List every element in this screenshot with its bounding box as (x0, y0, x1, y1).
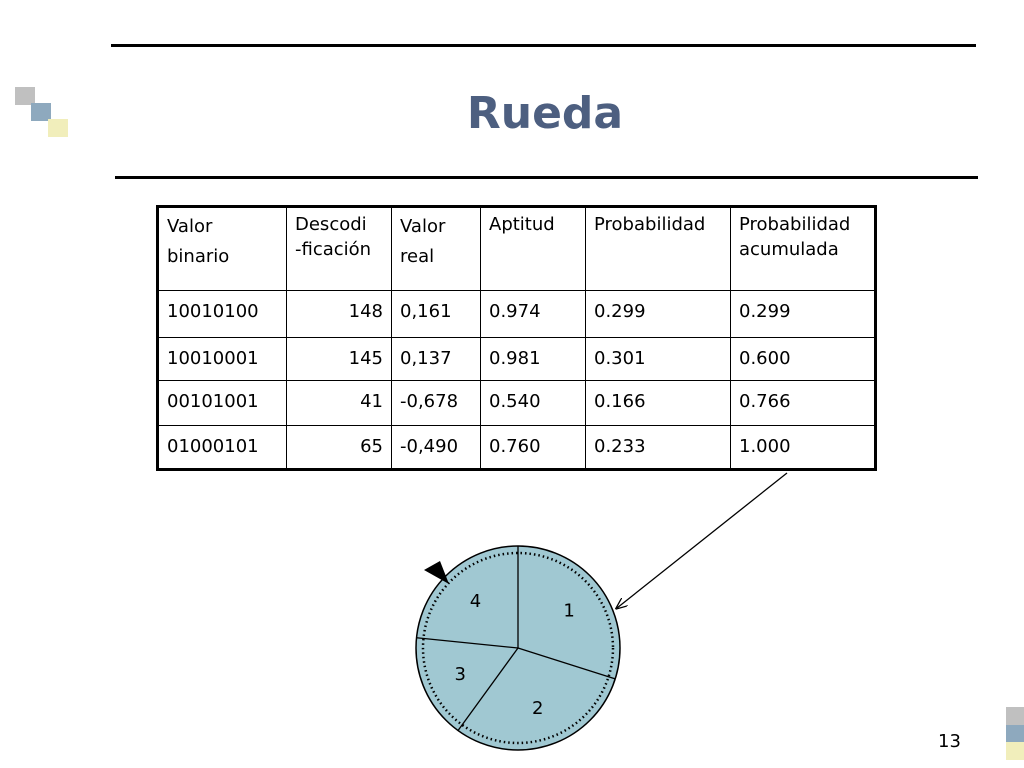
cell-binary: 10010100 (158, 291, 287, 338)
wheel-segment-label: 1 (563, 600, 575, 622)
cell-probability: 0.233 (586, 426, 731, 470)
cell-fitness: 0.981 (481, 338, 586, 381)
cell-binary: 10010001 (158, 338, 287, 381)
cell-real: 0,161 (392, 291, 481, 338)
cell-binary: 01000101 (158, 426, 287, 470)
wheel-segment-label: 4 (469, 591, 482, 613)
selector-pointer-icon (424, 561, 449, 584)
cell-cumulative: 0.766 (731, 381, 876, 426)
header-line: Valor (400, 216, 446, 237)
cell-real: 0,137 (392, 338, 481, 381)
cell-decoded: 148 (287, 291, 392, 338)
header-line: Probabilidad (594, 214, 706, 235)
cell-binary: 00101001 (158, 381, 287, 426)
header-line: real (400, 246, 435, 267)
header-line: -ficación (295, 239, 372, 260)
cell-fitness: 0.760 (481, 426, 586, 470)
header-line: Aptitud (489, 214, 555, 235)
cell-probability: 0.299 (586, 291, 731, 338)
page-number: 13 (938, 731, 961, 752)
wheel-segment-label: 2 (532, 698, 544, 720)
slide-title: Rueda (466, 88, 624, 139)
cell-cumulative: 0.299 (731, 291, 876, 338)
cell-real: -0,490 (392, 426, 481, 470)
header-line: acumulada (739, 239, 839, 260)
wheel-segment-label: 3 (454, 663, 467, 685)
pointer-arrow (617, 473, 787, 608)
cell-cumulative: 0.600 (731, 338, 876, 381)
cell-fitness: 0.974 (481, 291, 586, 338)
cell-cumulative: 1.000 (731, 426, 876, 470)
header-line: Descodi (295, 214, 367, 235)
cell-fitness: 0.540 (481, 381, 586, 426)
cell-decoded: 41 (287, 381, 392, 426)
cell-decoded: 145 (287, 338, 392, 381)
cell-decoded: 65 (287, 426, 392, 470)
roulette-wheel (416, 546, 620, 750)
header-line: Probabilidad (739, 214, 851, 235)
cell-probability: 0.166 (586, 381, 731, 426)
header-line: Valor (167, 216, 213, 237)
cell-probability: 0.301 (586, 338, 731, 381)
cell-real: -0,678 (392, 381, 481, 426)
header-line: binario (167, 246, 230, 267)
